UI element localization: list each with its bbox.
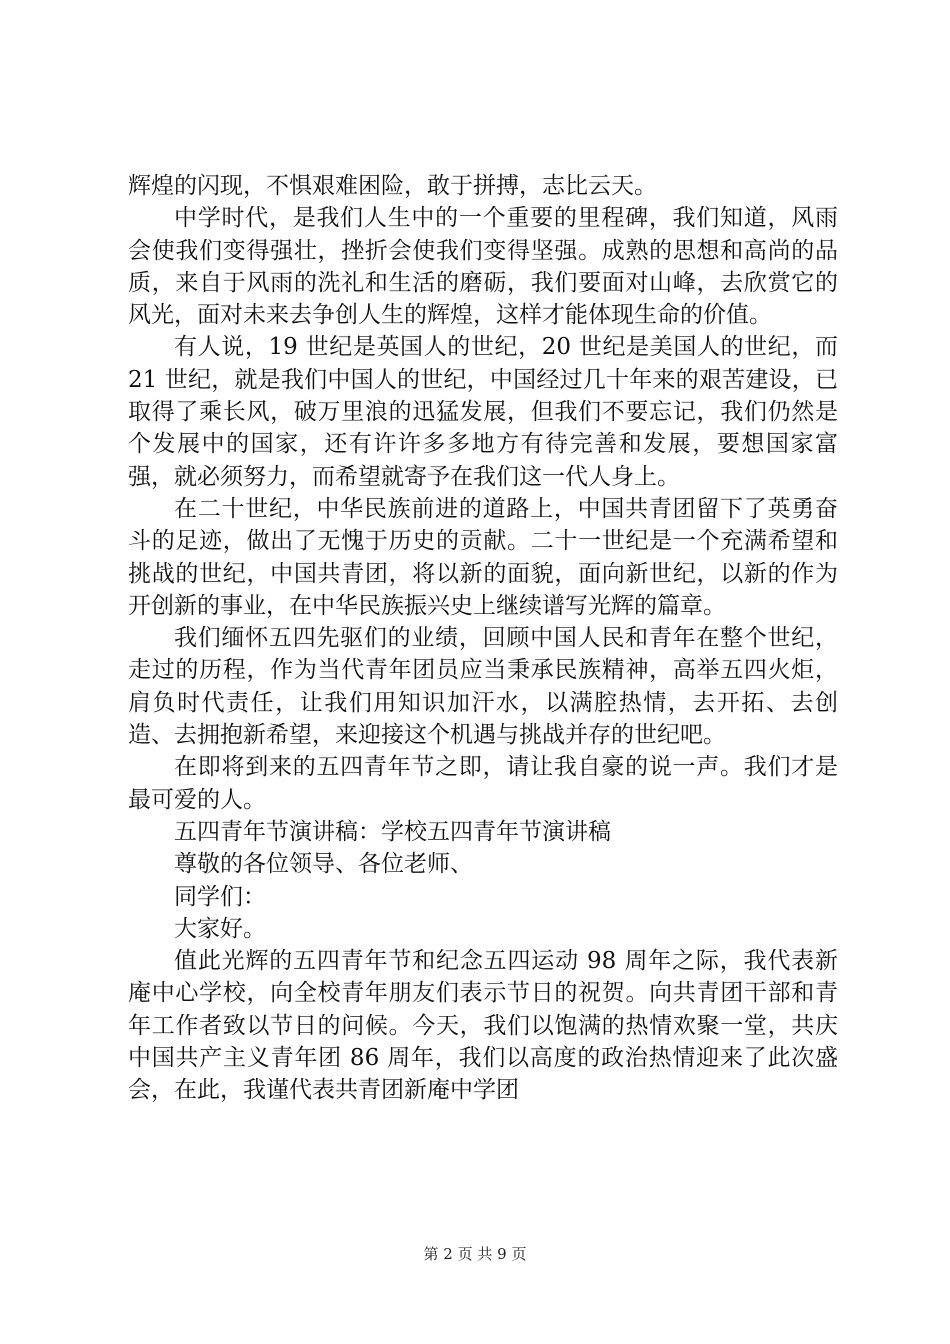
salutation-line-1: 尊敬的各位领导、各位老师、: [174, 851, 473, 878]
speech-title: 五四青年节演讲稿：学校五四青年节演讲稿: [174, 818, 611, 845]
salutation-line-2: 同学们：: [174, 883, 266, 910]
paragraph-7: 值此光辉的五四青年节和纪念五四运动 98 周年之际，我代表新庵中心学校，向全校青年朋友们表示节日的祝贺。向共青团干部和青年工作者致以节日的问候。今天，我们以饱满的热情欢聚一堂，共庆中国共产主义青年团 86 周年，我们以高度的政治热情迎来了此次盛会，在此，我谨代表共青团新庵中学团: [128, 948, 838, 1104]
document-body: [128, 170, 846, 1107]
paragraph-6: 在即将到来的五四青年节之即，请让我自豪的说一声。我们才是最可爱的人。: [128, 754, 838, 813]
paragraph-5: 我们缅怀五四先驱们的业绩，回顾中国人民和青年在整个世纪，走过的历程，作为当代青年团员应当秉承民族精神，高举五四火炬，肩负时代责任，让我们用知识加汗水，以满腔热情，去开拓、去创造、去拥抱新希望，来迎接这个机遇与挑战并存的世纪吧。: [128, 625, 838, 749]
paragraph-2: 中学时代，是我们人生中的一个重要的里程碑，我们知道，风雨会使我们变得强壮，挫折会使我们变得坚强。成熟的思想和高尚的品质，来自于风雨的洗礼和生活的磨砺，我们要面对山峰，去欣赏它的风光，面对未来去争创人生的辉煌，这样才能体现生命的价值。: [128, 205, 838, 329]
greeting: 大家好。: [174, 915, 266, 942]
page-number-footer: 第 2 页 共 9 页: [423, 1245, 527, 1263]
paragraph-4: 在二十世纪，中华民族前进的道路上，中国共青团留下了英勇奋斗的足迹，做出了无愧于历史的贡献。二十一世纪是一个充满希望和挑战的世纪，中国共青团，将以新的面貌，面向新世纪，以新的作为开创新的事业，在中华民族振兴史上继续谱写光辉的篇章。: [128, 495, 838, 619]
paragraph-3: 有人说，19 世纪是英国人的世纪，20 世纪是美国人的世纪，而 21 世纪，就是我们中国人的世纪，中国经过几十年来的艰苦建设，已取得了乘长风，破万里浪的迅猛发展，但我们不要忘记，我们仍然是个发展中的国家，还有许许多多地方有待完善和发展，要想国家富强，就必须努力，而希望就寄予在我们这一代人身上。: [128, 334, 846, 490]
paragraph-1: 辉煌的闪现，不惧艰难困险，敢于拼搏，志比云天。: [128, 173, 657, 199]
